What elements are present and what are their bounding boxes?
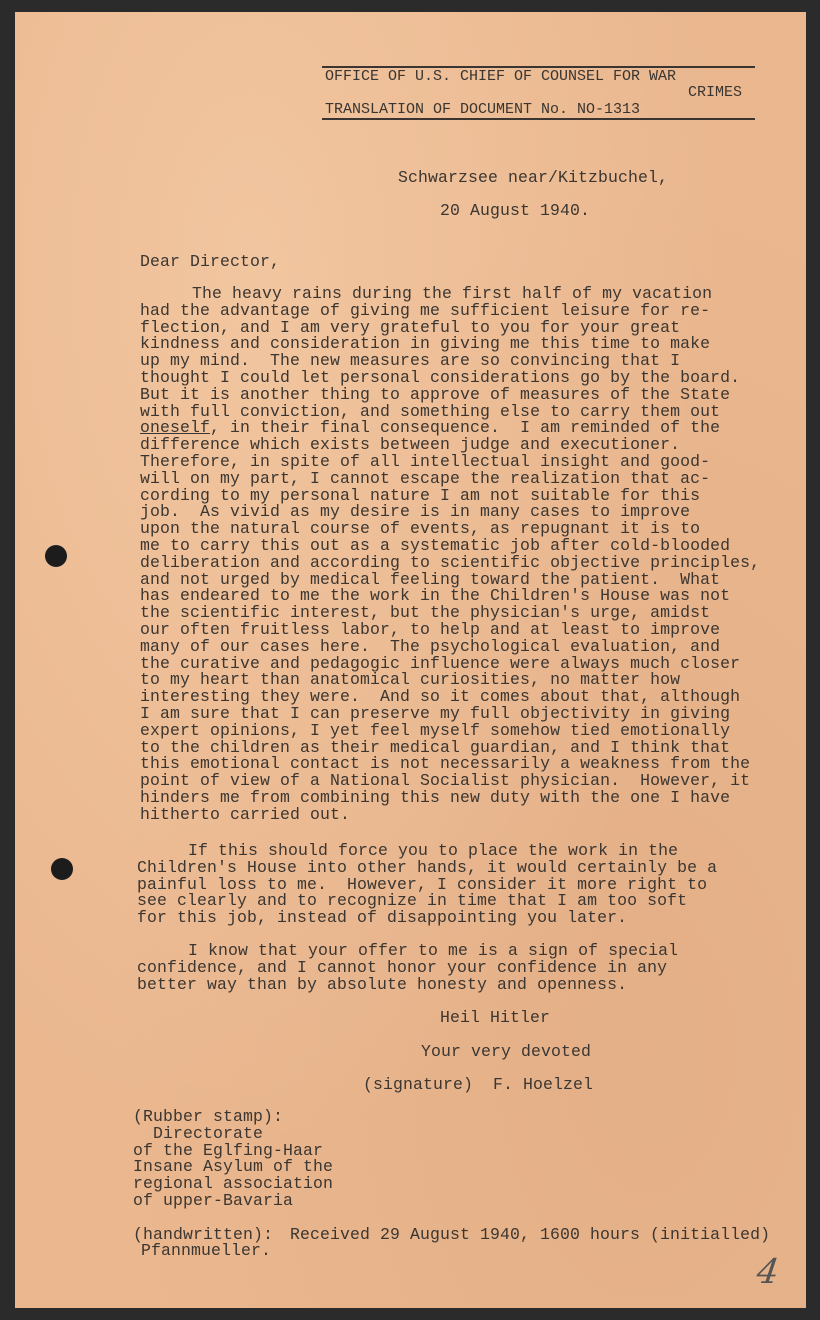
text-line: expert opinions, I yet feel myself somehow tied emotionally: [140, 720, 731, 740]
text-line: will on my part, I cannot escape the realization that ac-: [140, 468, 711, 488]
header-rule-bottom: [322, 118, 755, 120]
text-line: the curative and pedagogic influence were always much closer: [140, 653, 741, 673]
text-line: thought I could let personal considerations go by the board.: [140, 367, 741, 387]
text-line: hitherto carried out.: [140, 804, 351, 824]
text-line: I am sure that I can preserve my full objectivity in giving: [140, 703, 731, 723]
text-line: me to carry this out as a systematic job after cold-blooded: [140, 535, 731, 555]
punch-hole: [45, 545, 67, 567]
header-translation: TRANSLATION OF DOCUMENT No. NO-1313: [325, 101, 641, 118]
text-line: had the advantage of giving me sufficient leisure for re-: [140, 300, 711, 320]
text-line: our often fruitless labor, to help and at least to improve: [140, 619, 721, 639]
stamp-line: Insane Asylum of the: [133, 1157, 334, 1177]
stamp-line: (Rubber stamp):: [133, 1107, 284, 1126]
stamp-line: regional association: [133, 1174, 334, 1194]
rubber-stamp-text: [133, 1109, 333, 1210]
text-line: upon the natural course of events, as repugnant it is to: [140, 519, 701, 539]
text-line: oneself, in their final consequence. I am reminded of the: [140, 418, 721, 438]
text-line: and not urged by medical feeling toward the patient. What: [140, 569, 721, 589]
stamp-line: Directorate: [133, 1123, 264, 1143]
text-line: kindness and consideration in giving me this time to make: [140, 334, 711, 354]
salutation: Dear Director,: [140, 252, 281, 271]
text-line: But it is another thing to approve of measures of the State: [140, 384, 731, 404]
punch-hole: [51, 858, 73, 880]
handwritten-label: (handwritten):: [133, 1225, 274, 1244]
text-line: to the children as their medical guardian, and I think that: [140, 737, 731, 757]
text-line: better way than by absolute honesty and openness.: [137, 974, 628, 994]
header-office-cont: CRIMES: [688, 84, 743, 101]
text-line: this emotional contact is not necessarily a weakness from the: [140, 754, 751, 774]
text-line: deliberation and according to scientific objective principles,: [140, 552, 761, 572]
text-line: job. As vivid as my desire is in many cases to improve: [140, 502, 691, 522]
text-line: Children's House into other hands, it would certainly be a: [137, 857, 718, 877]
text-line: confidence, and I cannot honor your confidence in any: [137, 957, 668, 977]
text-line: hinders me from combining this new duty with the one I have: [140, 787, 731, 807]
text-line: for this job, instead of disappointing you later.: [137, 908, 628, 928]
underlined-word: oneself: [140, 418, 211, 438]
text-line: difference which exists between judge and executioner.: [140, 435, 681, 455]
place: Schwarzsee near/Kitzbuchel,: [398, 168, 669, 187]
header-office: OFFICE OF U.S. CHIEF OF COUNSEL FOR WAR: [325, 68, 677, 85]
text-line: interesting they were. And so it comes about that, although: [140, 687, 741, 707]
handwritten-name: Pfannmueller.: [141, 1241, 272, 1260]
text-line: many of our cases here. The psychological evaluation, and: [140, 636, 721, 656]
text-line: point of view of a National Socialist physician. However, it: [140, 771, 751, 791]
page-number: 4: [754, 1252, 782, 1292]
paragraph-3: [137, 943, 678, 993]
stamp-line: of upper-Bavaria: [133, 1190, 294, 1210]
stamp-line: of the Eglfing-Haar: [133, 1140, 324, 1160]
text-line: see clearly and to recognize in time that I am too soft: [137, 891, 688, 911]
text-line: with full conviction, and something else to carry them out: [140, 401, 721, 421]
text-line: painful loss to me. However, I consider it more right to: [137, 874, 708, 894]
text-line: up my mind. The new measures are so convincing that I: [140, 351, 681, 371]
text-line: flection, and I am very grateful to you for your great: [140, 317, 681, 337]
handwritten-received: Received 29 August 1940, 1600 hours (initialled): [290, 1225, 771, 1244]
text-line: If this should force you to place the work in the: [188, 841, 679, 860]
paragraph-2: [137, 843, 717, 927]
closing-greeting: Heil Hitler: [440, 1008, 551, 1027]
text-line: the scientific interest, but the physician's urge, amidst: [140, 603, 711, 623]
date: 20 August 1940.: [440, 201, 591, 220]
text-line: I know that your offer to me is a sign of special: [188, 941, 679, 960]
text-line: The heavy rains during the first half of my vacation: [192, 284, 713, 303]
closing-valediction: Your very devoted: [421, 1042, 592, 1061]
text-line: cording to my personal nature I am not suitable for this: [140, 485, 701, 505]
signature: (signature) F. Hoelzel: [363, 1075, 594, 1094]
paragraph-1: [140, 286, 760, 824]
text-line: has endeared to me the work in the Children's House was not: [140, 586, 731, 606]
text-line: Therefore, in spite of all intellectual insight and good-: [140, 451, 711, 471]
text-line: to my heart than anatomical curiosities, no matter how: [140, 670, 681, 690]
